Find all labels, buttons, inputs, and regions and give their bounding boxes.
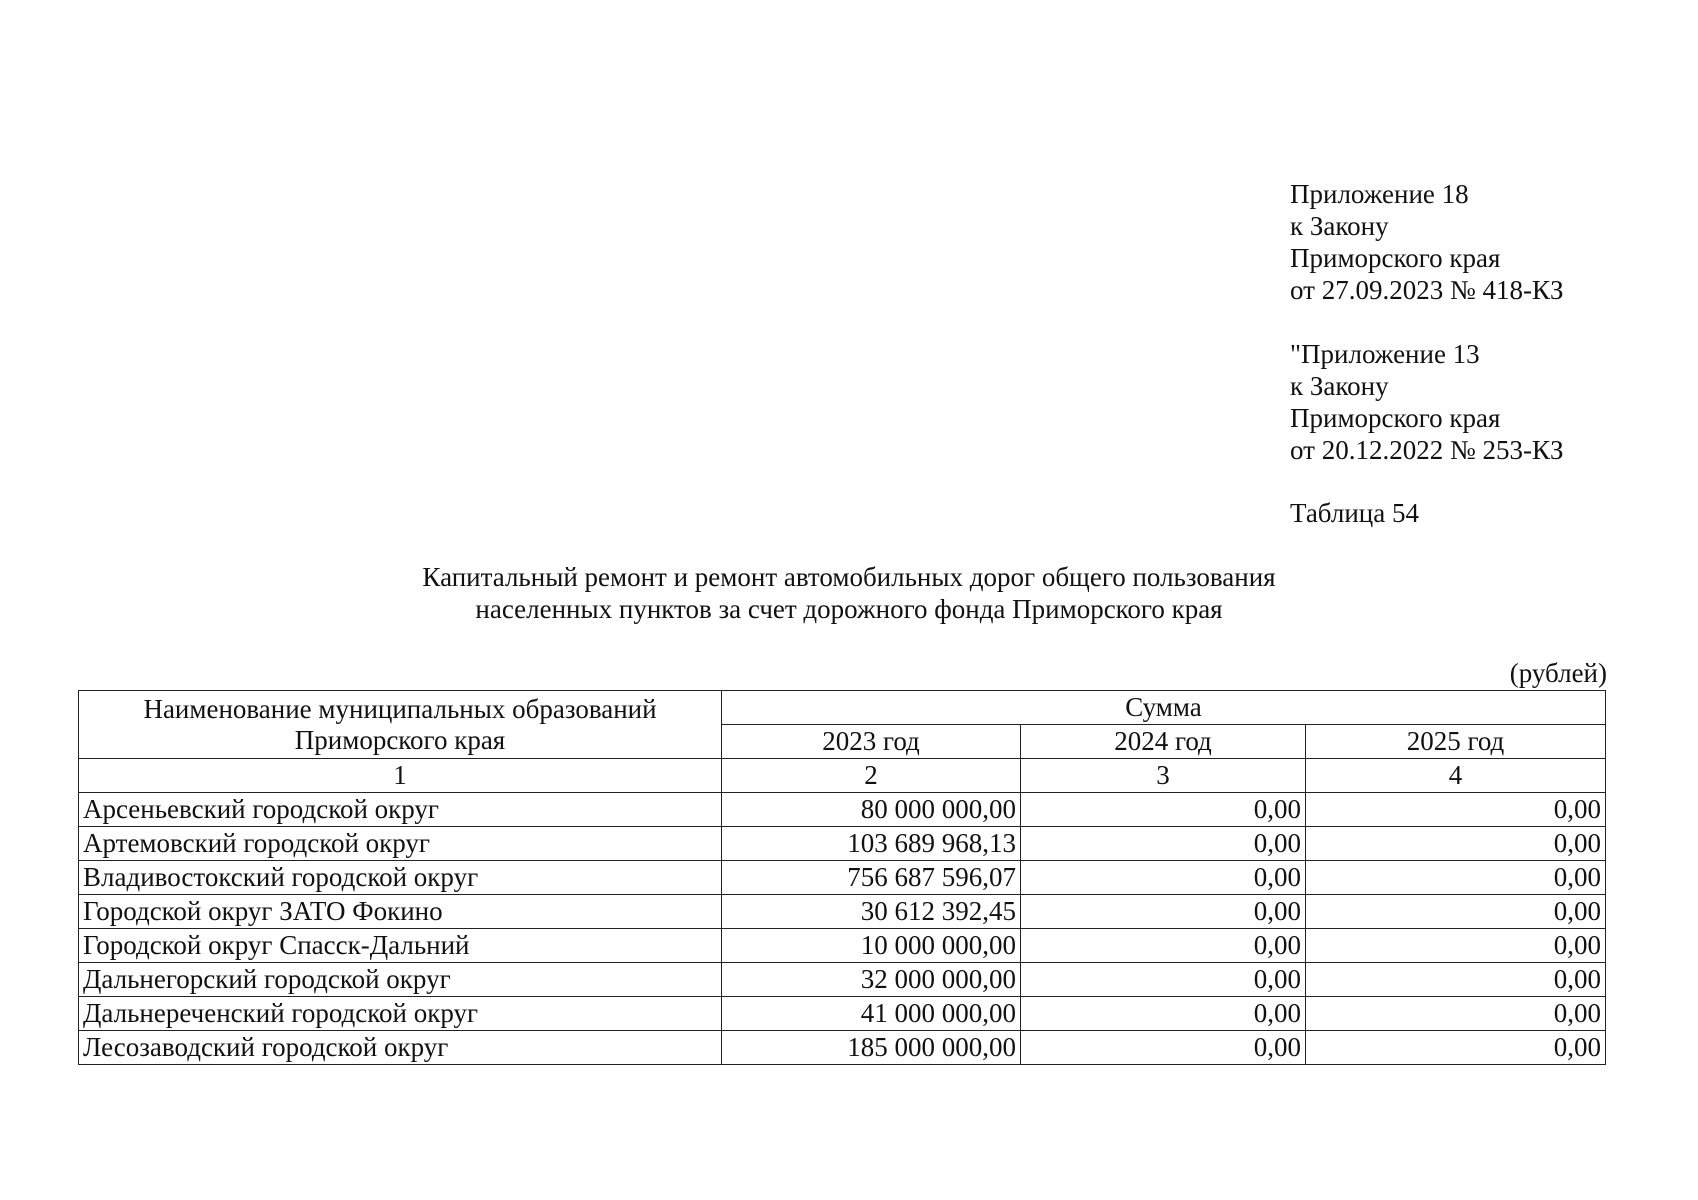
table-row [79,827,1606,861]
amount-2024: 0,00 [1021,963,1306,997]
amount-2023: 41 000 000,00 [722,997,1021,1031]
header-municipality-line-2: Приморского края [294,724,506,755]
amount-2023: 10 000 000,00 [722,929,1021,963]
budget-table [78,690,1606,1065]
table-label: Таблица 54 [1290,498,1419,528]
column-number: 4 [1306,759,1606,793]
amount-2025: 0,00 [1306,963,1606,997]
prior-appendix-line: Приморского края [1290,403,1501,433]
amount-2023: 80 000 000,00 [722,793,1021,827]
amount-2023: 32 000 000,00 [722,963,1021,997]
amount-2024: 0,00 [1021,1031,1306,1065]
column-number: 2 [722,759,1021,793]
amount-2025: 0,00 [1306,827,1606,861]
municipality-name: Городской округ ЗАТО Фокино [79,895,722,929]
amount-2024: 0,00 [1021,895,1306,929]
amount-2025: 0,00 [1306,895,1606,929]
table-row [79,1031,1606,1065]
column-number: 1 [79,759,722,793]
amount-2025: 0,00 [1306,861,1606,895]
municipality-name: Дальнереченский городской округ [79,997,722,1031]
header-year-2023: 2023 год [722,725,1021,759]
appendix-line: к Закону [1290,211,1389,241]
header-sum: Сумма [722,691,1606,725]
unit-label: (рублей) [1509,658,1607,688]
header-municipality-line-1: Наименование муниципальных образований [143,693,657,724]
amount-2025: 0,00 [1306,997,1606,1031]
amount-2023: 30 612 392,45 [722,895,1021,929]
municipality-name: Лесозаводский городской округ [79,1031,722,1065]
amount-2025: 0,00 [1306,793,1606,827]
prior-appendix-line: "Приложение 13 [1290,339,1480,369]
header-municipality [79,691,722,759]
header-year-2024: 2024 год [1021,725,1306,759]
column-number: 3 [1021,759,1306,793]
table-row [79,963,1606,997]
title-line-2: населенных пунктов за счет дорожного фонда Приморского края [475,594,1223,624]
amount-2025: 0,00 [1306,1031,1606,1065]
amount-2024: 0,00 [1021,793,1306,827]
municipality-name: Городской округ Спасск-Дальний [79,929,722,963]
municipality-name: Дальнегорский городской округ [79,963,722,997]
municipality-name: Владивостокский городской округ [79,861,722,895]
table-row [79,997,1606,1031]
table-row [79,793,1606,827]
amount-2024: 0,00 [1021,861,1306,895]
appendix-line: Приморского края [1290,243,1501,273]
appendix-line: от 27.09.2023 № 418-КЗ [1290,275,1564,305]
appendix-line: Приложение 18 [1290,179,1469,209]
municipality-name: Артемовский городской округ [79,827,722,861]
header-year-2025: 2025 год [1306,725,1606,759]
spacer [1290,306,1563,338]
table-row [79,929,1606,963]
amount-2024: 0,00 [1021,929,1306,963]
amount-2023: 103 689 968,13 [722,827,1021,861]
title-line-1: Капитальный ремонт и ремонт автомобильных дорог общего пользования [422,562,1276,592]
amount-2024: 0,00 [1021,997,1306,1031]
amount-2023: 185 000 000,00 [722,1031,1021,1065]
amount-2023: 756 687 596,07 [722,861,1021,895]
document-title [0,561,1698,625]
prior-appendix-line: от 20.12.2022 № 253-КЗ [1290,435,1564,465]
amount-2024: 0,00 [1021,827,1306,861]
table-row [79,861,1606,895]
prior-appendix-line: к Закону [1290,371,1389,401]
table-row [79,895,1606,929]
municipality-name: Арсеньевский городской округ [79,793,722,827]
column-number-row [79,759,1606,793]
appendix-block [1290,178,1563,466]
amount-2025: 0,00 [1306,929,1606,963]
